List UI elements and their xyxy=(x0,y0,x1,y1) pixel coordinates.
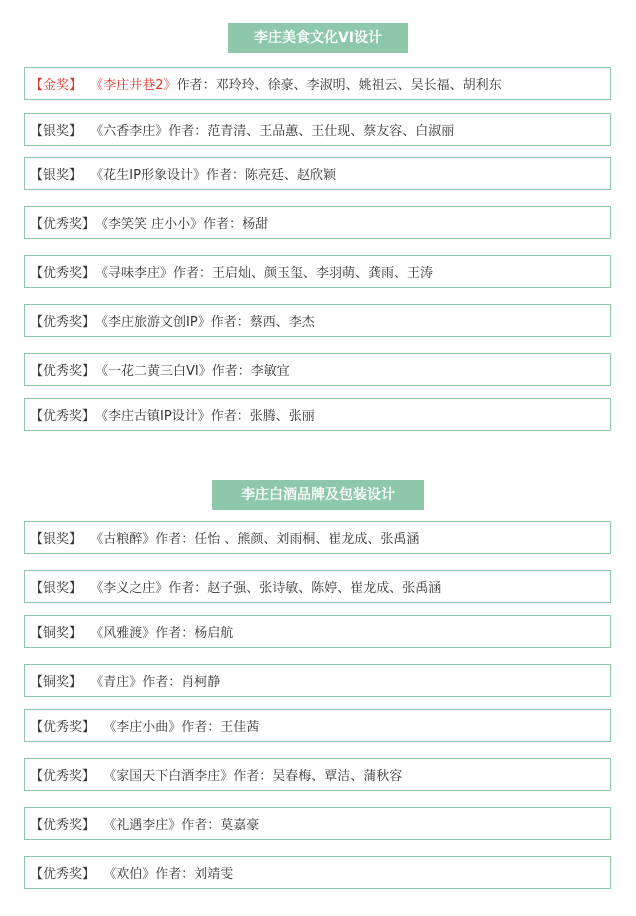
award-entry xyxy=(24,353,611,386)
award-entry xyxy=(24,304,611,337)
work-credit: 作者：王佳茜 xyxy=(181,720,260,735)
award-level: 【优秀奖】 xyxy=(30,769,96,784)
award-level: 【铜奖】 xyxy=(30,675,83,690)
award-level: 【银奖】 xyxy=(30,532,83,547)
award-level: 【银奖】 xyxy=(30,124,83,139)
award-spacer xyxy=(95,865,103,880)
award-spacer xyxy=(82,624,90,639)
award-spacer xyxy=(95,718,103,733)
award-spacer xyxy=(82,122,90,137)
award-entry xyxy=(24,157,611,190)
work-credit: 作者：杨甜 xyxy=(203,217,269,232)
work-title: 《一花二黄三白VI》 xyxy=(95,364,212,379)
award-entry xyxy=(24,521,611,554)
work-title: 《李庄古镇IP设计》 xyxy=(95,409,211,424)
work-credit: 作者：刘靖雯 xyxy=(155,867,234,882)
work-credit: 作者：李敏宜 xyxy=(211,364,290,379)
work-credit: 作者：肖柯静 xyxy=(142,675,221,690)
work-title: 《风雅渡》 xyxy=(90,626,156,641)
work-credit: 作者：任怡 、熊颜、刘雨桐、崔龙成、张禹涵 xyxy=(155,532,420,547)
work-title: 《李义之庄》 xyxy=(90,581,169,596)
work-title: 《李庄旅游文创IP》 xyxy=(95,315,211,330)
work-title: 《古粮醉》 xyxy=(90,532,156,547)
work-title: 《花生IP形象设计》 xyxy=(90,168,206,183)
work-credit: 作者：莫嘉豪 xyxy=(181,818,260,833)
work-credit: 作者：赵子强、张诗敏、陈婷、崔龙成、张禹涵 xyxy=(168,581,442,596)
work-credit: 作者：吴春梅、覃洁、蒲秋容 xyxy=(233,769,403,784)
award-level: 【优秀奖】 xyxy=(30,720,96,735)
work-credit: 作者：杨启航 xyxy=(155,626,234,641)
award-level: 【优秀奖】 xyxy=(30,217,96,232)
award-level: 【优秀奖】 xyxy=(30,867,96,882)
work-credit: 作者：陈亮廷、赵欣颖 xyxy=(205,168,336,183)
award-entry xyxy=(24,255,611,288)
award-spacer xyxy=(82,76,90,91)
work-credit: 作者：邓玲玲、徐豪、李淑明、姚祖云、吴长福、胡利东 xyxy=(176,78,502,93)
award-entry xyxy=(24,615,611,648)
award-entry xyxy=(24,113,611,146)
award-spacer xyxy=(82,673,90,688)
work-title: 《青庄》 xyxy=(90,675,143,690)
award-spacer xyxy=(95,767,103,782)
award-level: 【优秀奖】 xyxy=(30,266,96,281)
award-entry xyxy=(24,570,611,603)
award-entry xyxy=(24,709,611,742)
award-spacer xyxy=(95,816,103,831)
work-title: 《欢伯》 xyxy=(103,867,156,882)
work-title: 《李庄井巷2》 xyxy=(90,78,177,93)
work-title: 《寻味李庄》 xyxy=(95,266,174,281)
award-spacer xyxy=(82,579,90,594)
work-title: 《李庄小曲》 xyxy=(103,720,182,735)
award-entry xyxy=(24,67,611,100)
award-level: 【银奖】 xyxy=(30,581,83,596)
work-title: 《李笑笑 庄小小》 xyxy=(95,217,204,232)
work-credit: 作者：王启灿、颜玉玺、李羽萌、龚雨、王涛 xyxy=(173,266,434,281)
award-level: 【金奖】 xyxy=(30,78,83,93)
award-level: 【优秀奖】 xyxy=(30,409,96,424)
award-spacer xyxy=(82,166,90,181)
work-credit: 作者：张腾、张丽 xyxy=(210,409,315,424)
work-title: 《六香李庄》 xyxy=(90,124,169,139)
award-level: 【优秀奖】 xyxy=(30,315,96,330)
work-credit: 作者：范青清、王品蕙、王仕现、蔡友容、白淑丽 xyxy=(168,124,455,139)
work-title: 《家国天下白酒李庄》 xyxy=(103,769,234,784)
award-level: 【优秀奖】 xyxy=(30,818,96,833)
award-level: 【优秀奖】 xyxy=(30,364,96,379)
section-title-food-vi: 李庄美食文化VI设计 xyxy=(228,23,408,53)
work-title: 《礼遇李庄》 xyxy=(103,818,182,833)
award-entry xyxy=(24,206,611,239)
award-level: 【铜奖】 xyxy=(30,626,83,641)
award-entry xyxy=(24,807,611,840)
award-entry xyxy=(24,398,611,431)
award-spacer xyxy=(82,530,90,545)
award-entry xyxy=(24,664,611,697)
award-level: 【银奖】 xyxy=(30,168,83,183)
award-entry xyxy=(24,856,611,889)
work-credit: 作者：蔡西、李杰 xyxy=(210,315,315,330)
section-title-liquor-packaging: 李庄白酒品牌及包装设计 xyxy=(212,480,424,510)
award-entry xyxy=(24,758,611,791)
